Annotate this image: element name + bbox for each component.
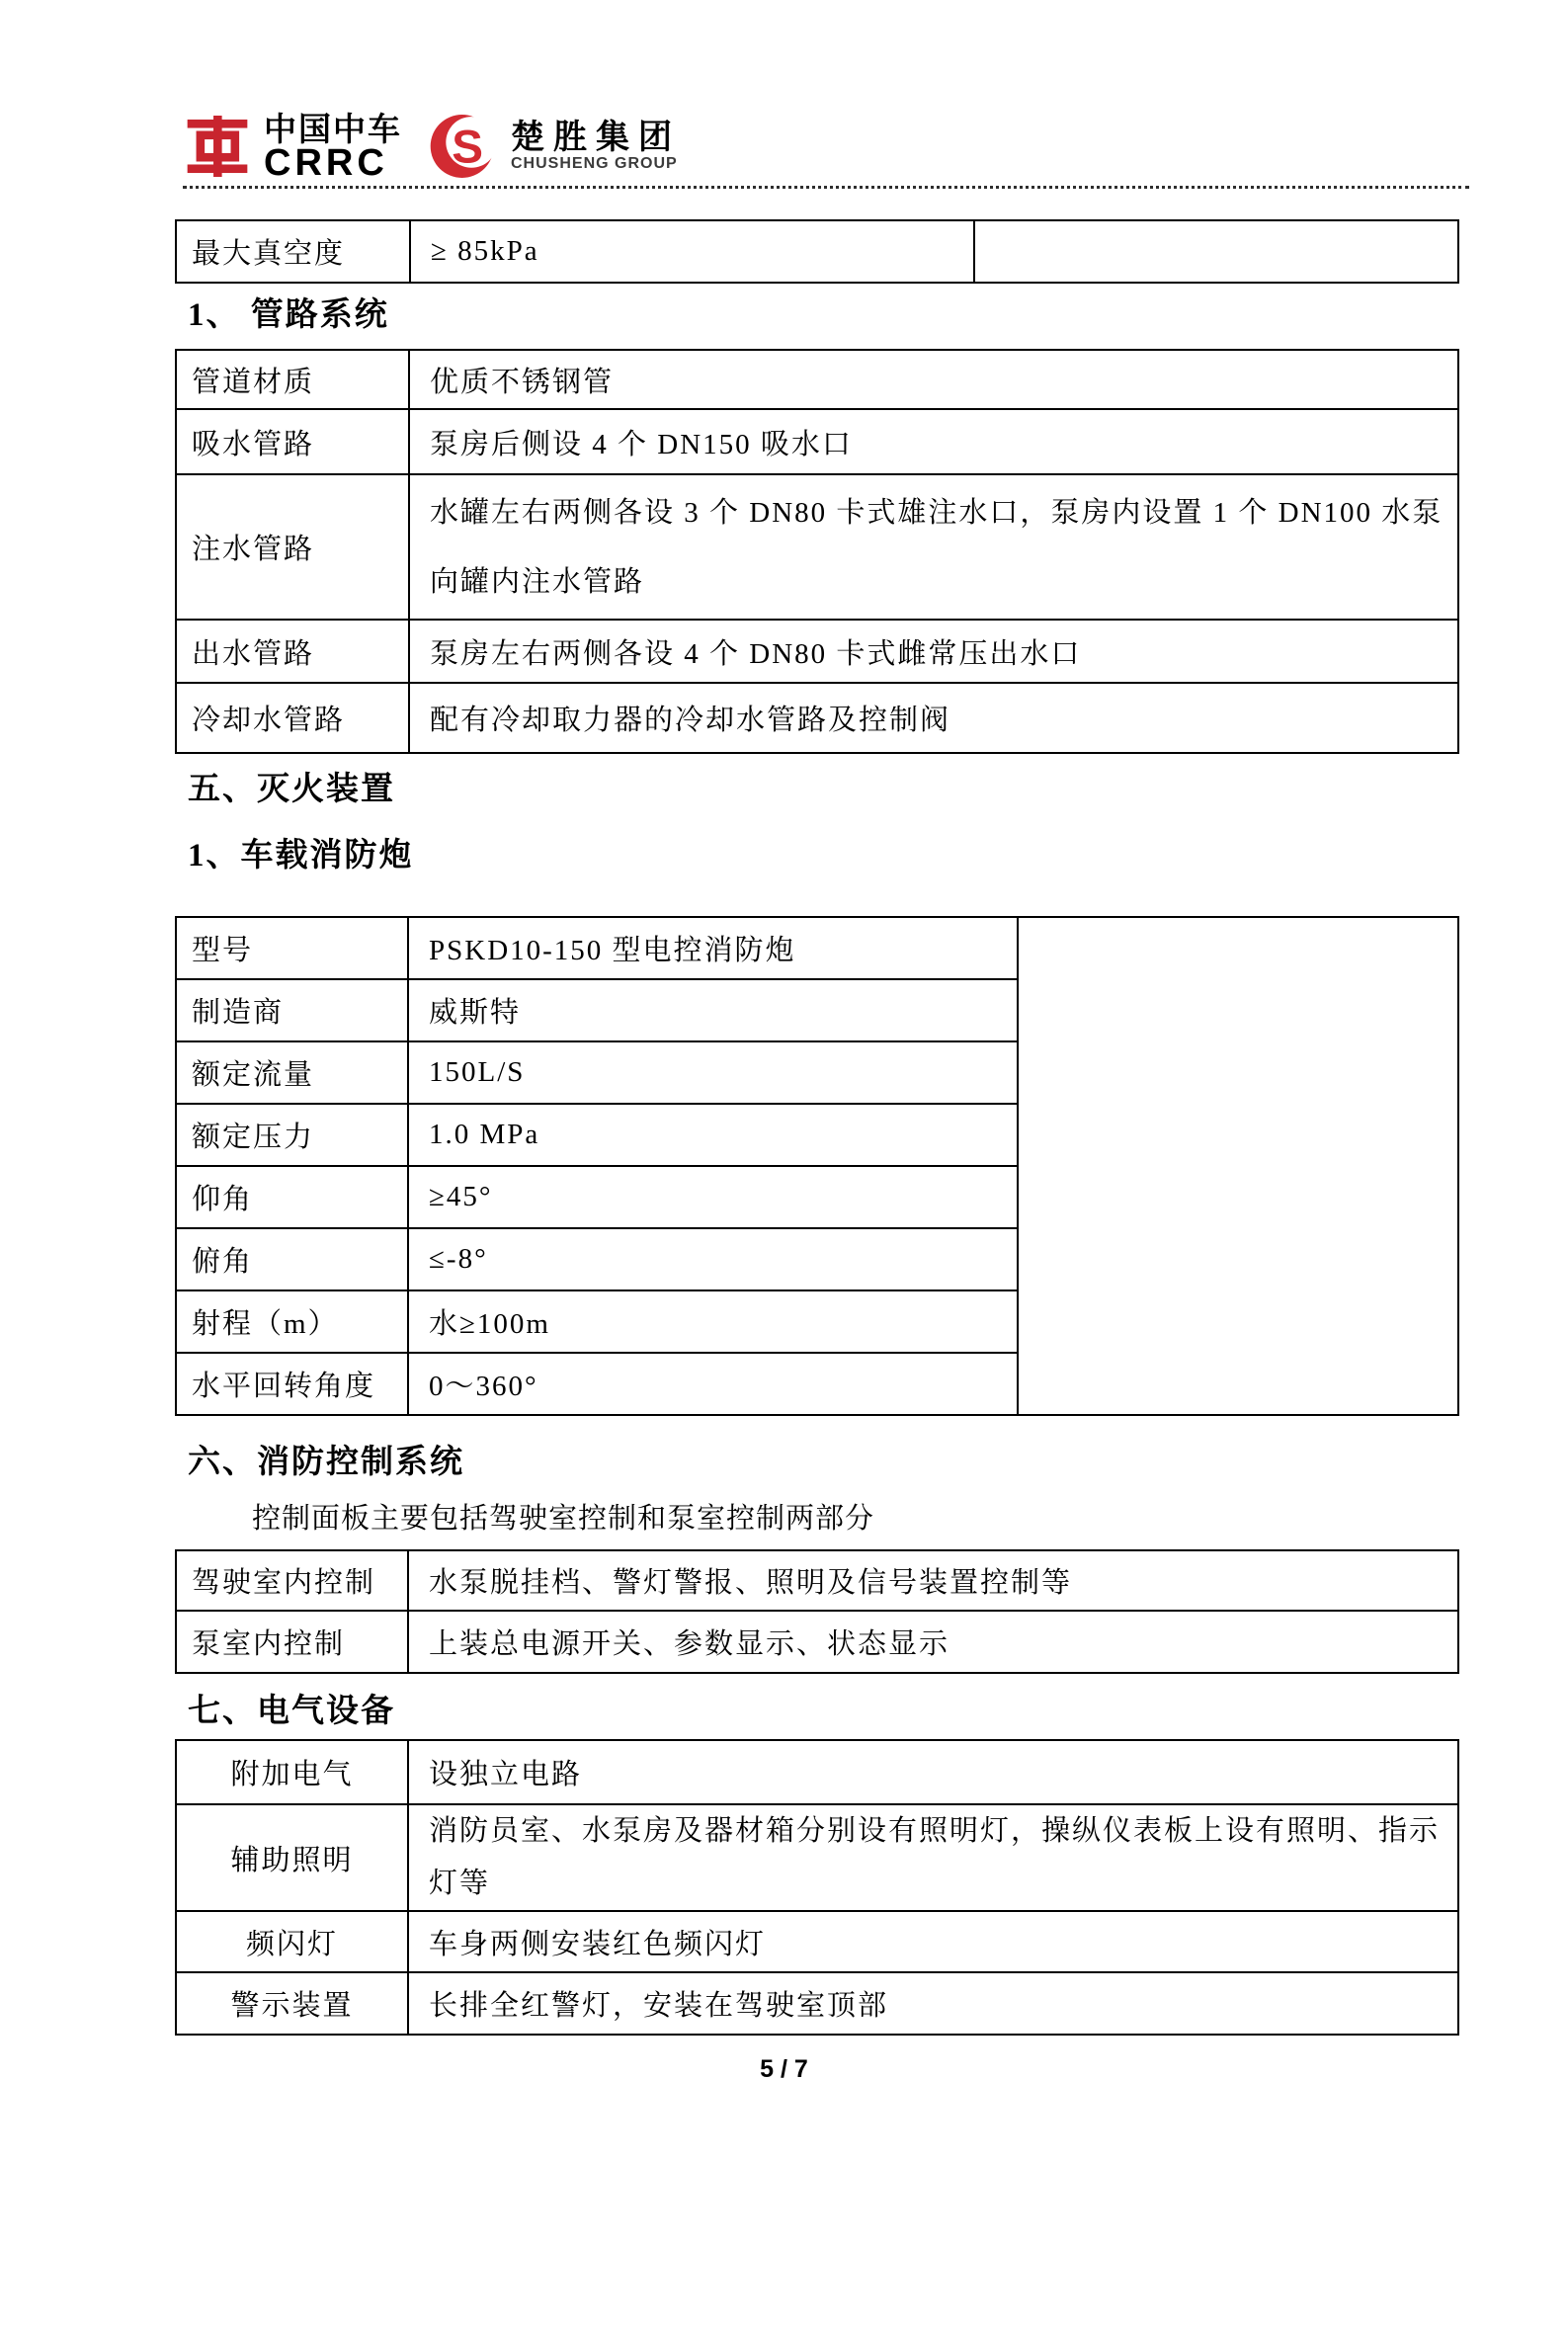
- spec-label: 额定流量: [176, 1041, 408, 1104]
- crrc-emblem-icon: [185, 116, 250, 177]
- section-heading-extinguish: 五、灭火装置: [188, 772, 395, 807]
- table-row: [176, 1804, 1458, 1911]
- control-table: [175, 1549, 1459, 1674]
- spec-label: 冷却水管路: [176, 683, 409, 753]
- spec-value: 上装总电源开关、参数显示、状态显示: [408, 1611, 1458, 1673]
- spec-value: 1.0 MPa: [408, 1104, 1018, 1166]
- page-footer: [0, 2055, 1568, 2084]
- spec-value: 水泵脱挂档、警灯警报、照明及信号装置控制等: [408, 1550, 1458, 1611]
- spec-label: 俯角: [176, 1228, 408, 1290]
- table-row: [176, 620, 1458, 683]
- spec-label: 出水管路: [176, 620, 409, 683]
- spec-label: 额定压力: [176, 1104, 408, 1166]
- crrc-wordmark: [264, 110, 402, 184]
- spec-value: 泵房后侧设 4 个 DN150 吸水口: [409, 409, 1458, 474]
- spec-note: [974, 220, 1458, 283]
- spec-label: 射程（m）: [176, 1290, 408, 1353]
- spec-label: 型号: [176, 917, 408, 979]
- crrc-logo: [185, 110, 402, 184]
- table-row: [176, 917, 1458, 979]
- empty-note-cell: [1018, 917, 1458, 1415]
- spec-label: 警示装置: [176, 1972, 408, 2035]
- spec-value: 0～360°: [408, 1353, 1018, 1415]
- section-heading-control: 六、消防控制系统: [188, 1445, 464, 1480]
- page-header: [185, 111, 1568, 182]
- spec-label: 注水管路: [176, 474, 409, 620]
- section-heading-electrical: 七、电气设备: [188, 1694, 395, 1729]
- table-row: [176, 1740, 1458, 1804]
- spec-value: 消防员室、水泵房及器材箱分别设有照明灯，操纵仪表板上设有照明、指示灯等: [408, 1804, 1458, 1911]
- spec-value: ≥45°: [408, 1166, 1018, 1228]
- spec-value: 长排全红警灯，安装在驾驶室顶部: [408, 1972, 1458, 2035]
- table-row: [176, 1550, 1458, 1611]
- chusheng-name-cn: 楚胜集团: [511, 119, 681, 156]
- header-divider: [183, 186, 1469, 189]
- spec-label: 频闪灯: [176, 1911, 408, 1972]
- table-row: [176, 474, 1458, 620]
- spec-label: 泵室内控制: [176, 1611, 408, 1673]
- spec-value: 优质不锈钢管: [409, 350, 1458, 409]
- table-row: [176, 1611, 1458, 1673]
- table-row: [176, 350, 1458, 409]
- table-row: [176, 683, 1458, 753]
- fire-monitor-table: [175, 916, 1459, 1416]
- spec-value: 水≥100m: [408, 1290, 1018, 1353]
- spec-value: 车身两侧安装红色频闪灯: [408, 1911, 1458, 1972]
- spec-label: 辅助照明: [176, 1804, 408, 1911]
- spec-label: 驾驶室内控制: [176, 1550, 408, 1611]
- chusheng-monogram: S: [452, 121, 483, 174]
- spec-value: 泵房左右两侧各设 4 个 DN80 卡式雌常压出水口: [409, 620, 1458, 683]
- spec-value: 威斯特: [408, 979, 1018, 1041]
- table-row: [176, 1911, 1458, 1972]
- chusheng-wordmark: [511, 120, 681, 173]
- chusheng-logo: [430, 113, 681, 180]
- vacuum-table: [175, 219, 1459, 284]
- table-row: [176, 1972, 1458, 2035]
- spec-label: 仰角: [176, 1166, 408, 1228]
- chusheng-emblem-icon: [430, 113, 497, 180]
- control-intro-text: 控制面板主要包括驾驶室控制和泵室控制两部分: [252, 1503, 875, 1535]
- spec-value: ≤-8°: [408, 1228, 1018, 1290]
- section-heading-pipeline: 1、 管路系统: [188, 297, 389, 333]
- chusheng-name-en: CHUSHENG GROUP: [511, 155, 678, 172]
- section-heading-monitor: 1、车载消防炮: [188, 838, 414, 873]
- spec-value: 设独立电路: [408, 1740, 1458, 1804]
- table-row: [176, 409, 1458, 474]
- document-page: [0, 111, 1568, 2329]
- spec-label: 制造商: [176, 979, 408, 1041]
- spec-label: 水平回转角度: [176, 1353, 408, 1415]
- spec-label: 管道材质: [176, 350, 409, 409]
- electrical-table: [175, 1739, 1459, 2036]
- page-number: 5 / 7: [760, 2055, 808, 2083]
- crrc-name-en: CRRC: [264, 141, 388, 184]
- spec-label: 最大真空度: [176, 220, 410, 283]
- crrc-name-cn: 中国中车: [264, 110, 402, 147]
- spec-value: PSKD10-150 型电控消防炮: [408, 917, 1018, 979]
- spec-value: 配有冷却取力器的冷却水管路及控制阀: [409, 683, 1458, 753]
- spec-label: 吸水管路: [176, 409, 409, 474]
- spec-value: ≥ 85kPa: [410, 220, 974, 283]
- spec-value: 水罐左右两侧各设 3 个 DN80 卡式雄注水口，泵房内设置 1 个 DN100 水泵向罐内注水管路: [409, 474, 1458, 620]
- pipeline-table: [175, 349, 1459, 754]
- document-body: [175, 219, 1457, 2036]
- spec-label: 附加电气: [176, 1740, 408, 1804]
- table-row: [176, 220, 1458, 283]
- spec-value: 150L/S: [408, 1041, 1018, 1104]
